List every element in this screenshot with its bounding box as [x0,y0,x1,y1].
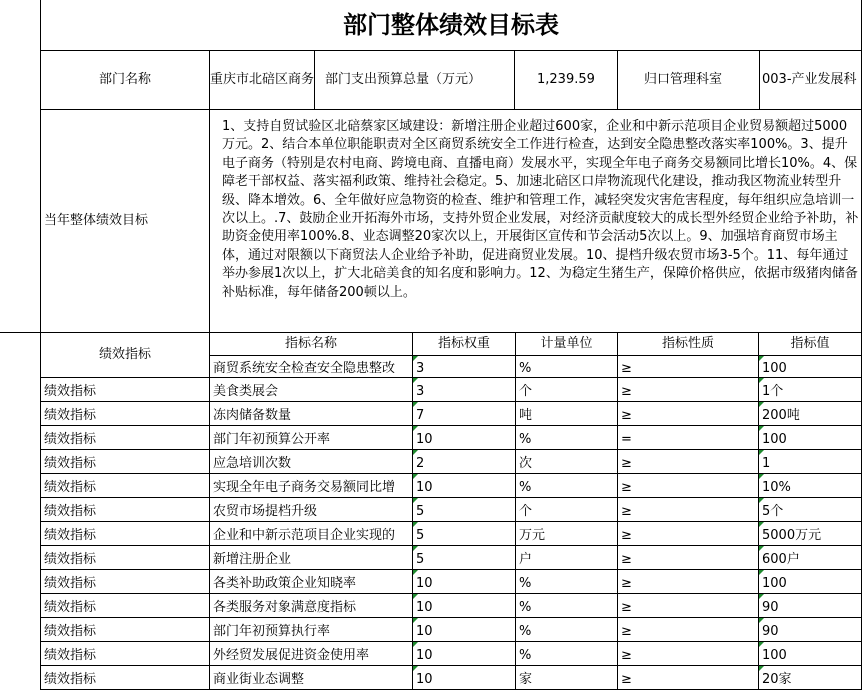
row-nature: ≥ [618,402,759,426]
row-nature: = [618,426,759,450]
row-weight: 10 [413,426,516,450]
row-weight: 10 [413,666,516,690]
row-section: 绩效指标 [41,546,210,570]
row-weight: 5 [413,498,516,522]
row-weight: 3 [413,356,516,378]
row-unit: % [516,356,618,378]
dept-name-label: 部门名称 [41,51,210,110]
row-unit: 户 [516,546,618,570]
row-value: 100 [759,426,862,450]
row-value: 90 [759,594,862,618]
dept-name-value: 重庆市北碚区商务 [210,51,315,110]
row-nature: ≥ [618,356,759,378]
row-weight: 3 [413,378,516,402]
row-weight: 10 [413,594,516,618]
row-value: 600户 [759,546,862,570]
row-nature: ≥ [618,474,759,498]
row-value: 100 [759,642,862,666]
office-label: 归口管理科室 [618,51,760,110]
row-value: 5000万元 [759,522,862,546]
col-header-nature: 指标性质 [618,333,759,356]
col-header-unit: 计量单位 [516,333,618,356]
row-section: 绩效指标 [41,450,210,474]
row-unit: 吨 [516,402,618,426]
col-header-name: 指标名称 [210,333,413,356]
row-unit: 个 [516,498,618,522]
row-nature: ≥ [618,498,759,522]
row-value: 10% [759,474,862,498]
row-indicator-name: 商业街业态调整 [210,666,413,690]
row-indicator-name: 部门年初预算公开率 [210,426,413,450]
col-header-weight: 指标权重 [413,333,516,356]
row-indicator-name: 美食类展会 [210,378,413,402]
row-unit: % [516,570,618,594]
row-section: 绩效指标 [41,666,210,690]
row-indicator-name: 实现全年电子商务交易额同比增 [210,474,413,498]
row-unit: 家 [516,666,618,690]
budget-value: 1,239.59 [515,51,618,110]
row-section: 绩效指标 [41,594,210,618]
row-section: 绩效指标 [41,570,210,594]
row-section: 绩效指标 [41,474,210,498]
row-nature: ≥ [618,546,759,570]
row-section: 绩效指标 [41,402,210,426]
row-indicator-name: 企业和中新示范项目企业实现的 [210,522,413,546]
row-weight: 10 [413,618,516,642]
row-section: 绩效指标 [41,378,210,402]
row-section: 绩效指标 [41,642,210,666]
office-value: 003-产业发展科 [760,51,862,110]
row-unit: % [516,594,618,618]
row-unit: 个 [516,378,618,402]
row-nature: ≥ [618,450,759,474]
row-nature: ≥ [618,642,759,666]
row-value: 200吨 [759,402,862,426]
col-header-value: 指标值 [759,333,862,356]
indicator-section-label: 绩效指标 [41,333,210,378]
page-title: 部门整体绩效目标表 [41,0,862,51]
row-weight: 10 [413,474,516,498]
row-value: 1 [759,450,862,474]
row-indicator-name: 外经贸发展促进资金使用率 [210,642,413,666]
row-unit: 次 [516,450,618,474]
row-value: 5个 [759,498,862,522]
goal-label: 当年整体绩效目标 [0,110,210,333]
row-indicator-name: 各类服务对象满意度指标 [210,594,413,618]
row-unit: % [516,474,618,498]
row-section: 绩效指标 [41,498,210,522]
row-value: 100 [759,356,862,378]
row-value: 90 [759,618,862,642]
row-indicator-name: 各类补助政策企业知晓率 [210,570,413,594]
row-indicator-name: 商贸系统安全检查安全隐患整改 [210,356,413,378]
row-section: 绩效指标 [41,426,210,450]
row-weight: 2 [413,450,516,474]
row-value: 20家 [759,666,862,690]
row-weight: 10 [413,570,516,594]
row-unit: % [516,426,618,450]
goal-text: 1、支持自贸试验区北碚蔡家区域建设：新增注册企业超过600家，企业和中新示范项目企业贸易额超过5000万元。2、结合本单位职能职责对全区商贸系统安全工作进行检查，达到安全隐患整改落实率100%。3、提升电子商务（特别是农村电商、跨境电商、直播电商）发展水平，实现全年电子商务交易额同比增长10%。4、保障老干部权益、落实福利政策、维持社会稳定。5、加速北碚区口岸物流现代化建设，推动我区物流业转型升级、降本增效。6、全年做好应急物资的检查、维护和管理工作，减轻突发灾害危害程度，每年组织应急培训一次以上。.7、鼓励企业开拓海外市场，支持外贸企业发展，对经济贡献度较大的成长型外经贸企业给予补助，补助资金使用率100%.8、业态调整20家次以上，开展街区宣传和节会活动5次以上。9、加强培育商贸市场主体，通过对限额以下商贸法人企业给予补助，促进商贸业发展。10、提档升级农贸市场3-5个。11、每年通过举办参展1次以上，扩大北碚美食的知名度和影响力。12、为稳定生猪生产，保障价格供应，依据市级猪肉储备补贴标准，每年储备200顿以上。 [210,110,862,333]
row-value: 1个 [759,378,862,402]
row-nature: ≥ [618,522,759,546]
budget-label: 部门支出预算总量（万元） [315,51,515,110]
row-value: 100 [759,570,862,594]
row-indicator-name: 冻肉储备数量 [210,402,413,426]
row-nature: ≥ [618,618,759,642]
row-nature: ≥ [618,594,759,618]
row-indicator-name: 部门年初预算执行率 [210,618,413,642]
row-section: 绩效指标 [41,522,210,546]
row-nature: ≥ [618,570,759,594]
row-unit: % [516,642,618,666]
row-indicator-name: 应急培训次数 [210,450,413,474]
row-section: 绩效指标 [41,618,210,642]
row-weight: 10 [413,642,516,666]
row-unit: % [516,618,618,642]
row-nature: ≥ [618,666,759,690]
row-nature: ≥ [618,378,759,402]
row-unit: 万元 [516,522,618,546]
row-weight: 5 [413,522,516,546]
row-indicator-name: 农贸市场提档升级 [210,498,413,522]
row-indicator-name: 新增注册企业 [210,546,413,570]
row-weight: 5 [413,546,516,570]
row-weight: 7 [413,402,516,426]
